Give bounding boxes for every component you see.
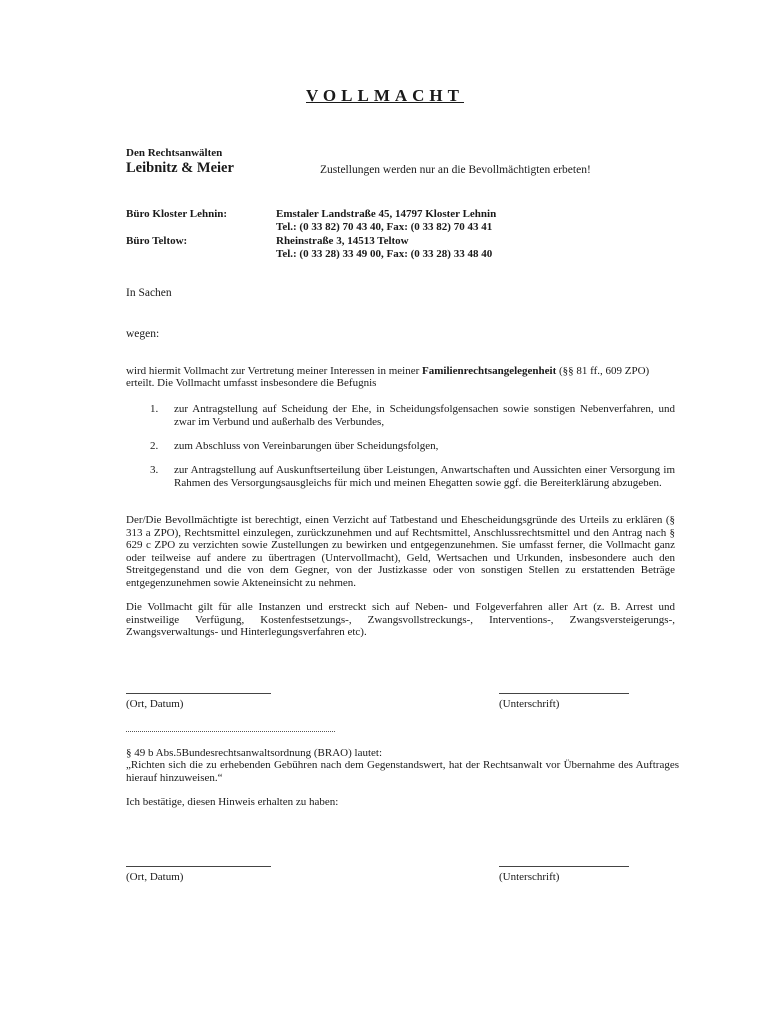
brao-quote: „Richten sich die zu erhebenden Gebühren nach dem Gegenstandswert, hat der Rechtsanwalt vor Übernahme des Auftrages hierauf hinzuweisen.“ bbox=[126, 759, 679, 784]
firm-name: Leibnitz & Meier bbox=[126, 160, 234, 176]
signature-line-2 bbox=[499, 866, 629, 867]
signature-label-2: (Unterschrift) bbox=[499, 871, 560, 883]
list-item-number-3: 3. bbox=[150, 464, 159, 476]
place-date-label-2: (Ort, Datum) bbox=[126, 871, 184, 883]
office-address-teltow: Rheinstraße 3, 14513 Teltow bbox=[276, 235, 409, 247]
office-phone-teltow: Tel.: (0 33 28) 33 49 00, Fax: (0 33 28) 33 48 40 bbox=[276, 248, 493, 260]
signature-line-1 bbox=[499, 693, 629, 694]
intro-bold-term: Familienrechtsangelegenheit bbox=[422, 365, 557, 377]
intro-line-2: erteilt. Die Vollmacht umfasst insbesondere die Befugnis bbox=[126, 377, 377, 389]
intro-prefix: wird hiermit Vollmacht zur Vertretung meiner Interessen in meiner bbox=[126, 365, 423, 377]
intro-line-1 bbox=[126, 365, 675, 378]
document-title: VOLLMACHT bbox=[306, 86, 464, 105]
wegen-label: wegen: bbox=[126, 328, 160, 340]
list-item-number-1: 1. bbox=[150, 403, 159, 415]
confirmation-text: Ich bestätige, diesen Hinweis erhalten zu haben: bbox=[126, 796, 339, 808]
scope-paragraph: Die Vollmacht gilt für alle Instanzen und erstreckt sich auf Neben- und Folgeverfahren aller Art (z. B. Arrest und einstweilige Verfügung, Kostenfestsetzungs-, Zwangsvollstreckungs-, Interventions-, Zwangsversteigerungs-, Zwangsverwaltungs- und Hinterlegungsverfahren etc). bbox=[126, 601, 675, 638]
list-item-number-2: 2. bbox=[150, 440, 159, 452]
place-date-line-1 bbox=[126, 693, 271, 694]
list-item-text-2: zum Abschluss von Vereinbarungen über Scheidungsfolgen, bbox=[174, 440, 439, 452]
list-item-text-3: zur Antragstellung auf Auskunftserteilung über Leistungen, Anwartschaften und Aussichten einer Versorgung im Rahmen des Versorgungsausgleichs für mich und meinen Ehegatten sowie ggf. die Bereiterklärung abzugeben. bbox=[174, 464, 675, 489]
office-phone-lehnin: Tel.: (0 33 82) 70 43 40, Fax: (0 33 82) 70 43 41 bbox=[276, 221, 493, 233]
place-date-label-1: (Ort, Datum) bbox=[126, 698, 184, 710]
dotted-separator bbox=[126, 731, 335, 732]
office-label-teltow: Büro Teltow: bbox=[126, 235, 188, 247]
office-label-lehnin: Büro Kloster Lehnin: bbox=[126, 208, 228, 220]
office-address-lehnin: Emstaler Landstraße 45, 14797 Kloster Lehnin bbox=[276, 208, 497, 220]
recipient-label: Den Rechtsanwälten bbox=[126, 147, 223, 159]
delivery-note: Zustellungen werden nur an die Bevollmächtigten erbeten! bbox=[320, 164, 591, 176]
brao-heading: § 49 b Abs.5Bundesrechtsanwaltsordnung (BRAO) lautet: bbox=[126, 747, 383, 759]
intro-suffix: (§§ 81 ff., 609 ZPO) bbox=[556, 365, 650, 377]
signature-label-1: (Unterschrift) bbox=[499, 698, 560, 710]
authority-paragraph: Der/Die Bevollmächtigte ist berechtigt, einen Verzicht auf Tatbestand und Ehescheidungsgründe des Urteils zu erklären (§ 313 a ZPO), Rechtsmittel einzulegen, zurückzunehmen und auf Rechtsmittel, Anschlussrechtsmittel und den Antrag nach § 629 c ZPO zu verzichten sowie Zustellungen zu bewirken und entgegenzunehmen. Sie umfasst ferner, die Vollmacht ganz oder teilweise auf andere zu übertragen (Untervollmacht), Geld, Wertsachen und Urkunden, insbesondere auch den Streitgegenstand und die von dem Gegner, von der Justizkasse oder von sonstigen Stellen zu erstattenden Beträge entgegenzunehmen sowie Akteneinsicht zu nehmen. bbox=[126, 514, 675, 589]
in-sachen-label: In Sachen bbox=[126, 287, 172, 299]
place-date-line-2 bbox=[126, 866, 271, 867]
list-item-text-1: zur Antragstellung auf Scheidung der Ehe, in Scheidungsfolgensachen sowie sonstigen Nebenverfahren, und zwar im Verbund und außerhalb des Verbundes, bbox=[174, 403, 675, 428]
